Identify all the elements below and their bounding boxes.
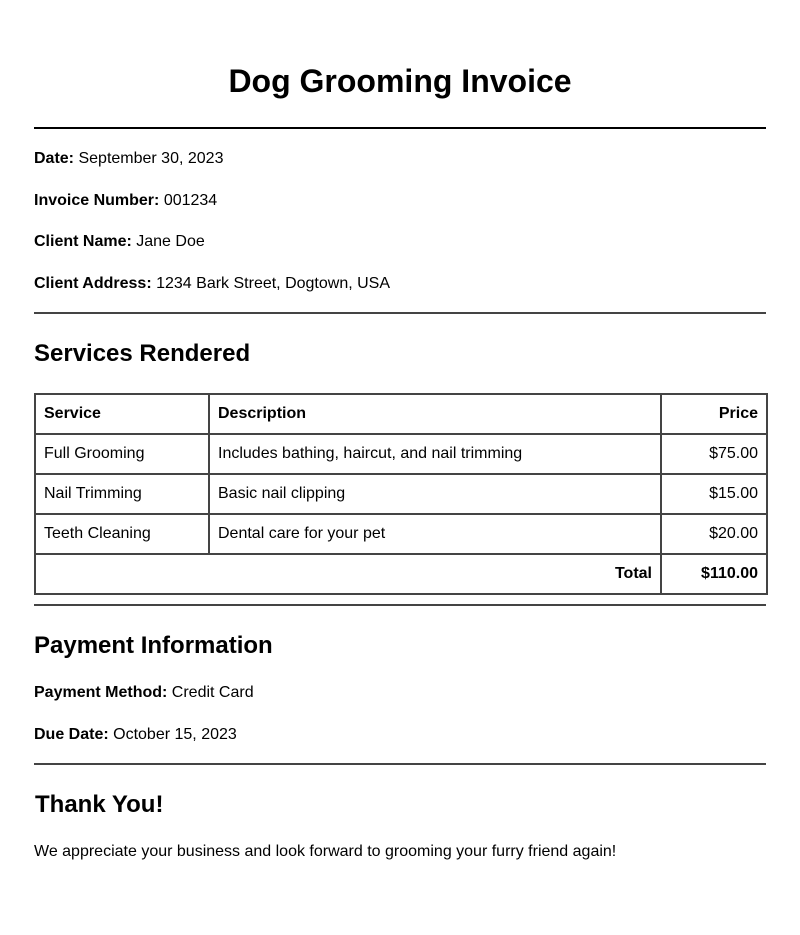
description-cell: Includes bathing, haircut, and nail trimming [209,434,661,474]
payment-method [34,683,766,703]
table-header-row [35,394,767,434]
invoice-page [34,0,766,862]
services-heading: Services Rendered [34,340,251,367]
payment-heading: Payment Information [34,632,273,659]
client-name [34,232,766,252]
payment-method-label: Payment Method: [34,684,168,701]
column-header-service: Service [35,394,209,434]
client-name-value: Jane Doe [136,233,205,250]
total-row [35,554,767,594]
due-date-value: October 15, 2023 [113,726,237,743]
total-value: $110.00 [661,554,767,594]
date-value: September 30, 2023 [78,150,224,167]
services-table [34,393,768,595]
payment-method-value: Credit Card [171,684,254,701]
section-divider [34,763,766,765]
client-name-label: Client Name: [34,233,132,250]
thanks-message: We appreciate your business and look forward to grooming your furry friend again! [34,843,617,860]
date-label: Date: [34,150,75,167]
invoice-number-label: Invoice Number: [34,192,160,209]
price-cell: $20.00 [661,514,767,554]
total-label: Total [35,554,661,594]
description-cell: Basic nail clipping [209,474,661,514]
section-divider [34,604,766,606]
table-row [35,434,767,474]
title-divider [34,127,766,129]
due-date-label: Due Date: [34,726,109,743]
column-header-description: Description [209,394,661,434]
invoice-number [34,191,766,211]
service-cell: Nail Trimming [35,474,209,514]
column-header-price: Price [661,394,767,434]
section-divider [34,312,766,314]
price-cell: $15.00 [661,474,767,514]
service-cell: Full Grooming [35,434,209,474]
price-cell: $75.00 [661,434,767,474]
due-date [34,725,766,745]
client-address-label: Client Address: [34,275,152,292]
client-address-value: 1234 Bark Street, Dogtown, USA [156,275,391,292]
invoice-number-value: 001234 [163,192,218,209]
service-cell: Teeth Cleaning [35,514,209,554]
page-title: Dog Grooming Invoice [228,63,572,99]
table-row [35,474,767,514]
table-row [35,514,767,554]
description-cell: Dental care for your pet [209,514,661,554]
invoice-date [34,149,766,169]
client-address [34,274,766,294]
thanks-heading: Thank You! [35,791,164,818]
